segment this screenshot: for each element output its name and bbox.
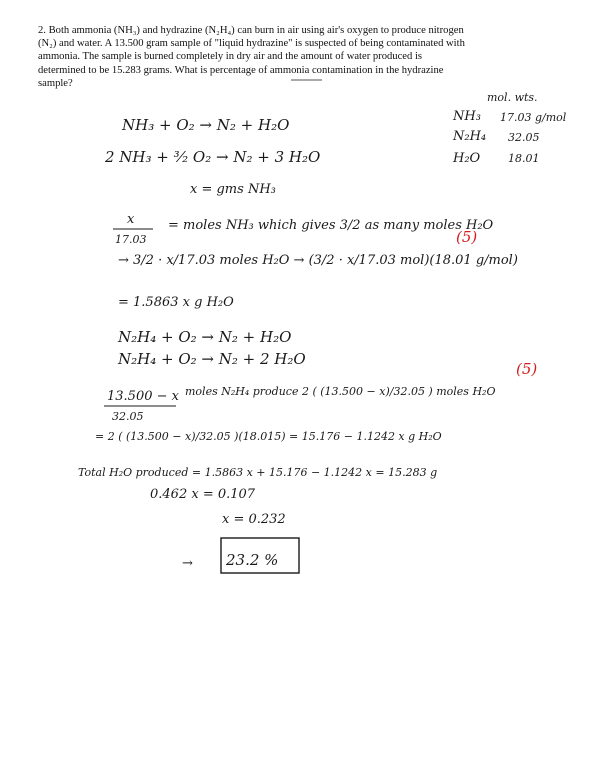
problem-line-2: (N₂) and water. A 13.500 gram sample of "liquid hydrazine" is suspected of being contaminated with [38,38,465,50]
mw-species-nh3: NH₃ [453,109,481,124]
hydrazine-equation-balanced: N₂H₄ + O₂ → N₂ + 2 H₂O [118,350,306,368]
answer-arrow: → [182,556,193,571]
answer-box [221,538,299,573]
solve-step-2: x = 0.232 [222,512,286,527]
mol-wts-header: mol. wts. [487,91,538,104]
ammonia-equation-balanced: 2 NH₃ + ³⁄₂ O₂ → N₂ + 3 H₂O [105,148,321,166]
problem-line-5: sample? [38,77,73,89]
moles-ammonia-statement: = moles NH₃ which gives 3/2 as many moles H₂O [168,218,494,233]
score-mark-1: (5) [456,228,478,246]
mw-value-n2h4: 32.05 [508,131,540,144]
hydrazine-moles-denominator: 32.05 [112,410,144,423]
water-from-hydrazine: = 2 ( (13.500 − x)/32.05 )(18.015) = 15.176 − 1.1242 x g H₂O [95,430,442,443]
water-from-ammonia-result: = 1.5863 x g H₂O [118,295,234,310]
mw-species-h2o: H₂O [453,151,481,166]
hydrazine-moles-statement: moles N₂H₄ produce 2 ( (13.500 − x)/32.05 ) moles H₂O [185,385,496,398]
water-from-ammonia-step: → 3/2 · x/17.03 moles H₂O → (3/2 · x/17.03 mol)(18.01 g/mol) [118,253,518,268]
fraction-x-numerator: x [127,212,135,227]
ammonia-mass-definition: x = gms NH₃ [190,182,276,197]
mw-species-n2h4: N₂H₄ [453,129,487,144]
problem-line-3: ammonia. The sample is burned completely in dry air and the amount of water produced is [38,51,423,63]
mw-value-h2o: 18.01 [508,152,540,165]
problem-line-1: 2. Both ammonia (NH₃) and hydrazine (N₂H₄) can burn in air using air's oxygen to produce nitrogen [38,25,464,36]
solve-step-1: 0.462 x = 0.107 [150,487,256,502]
final-answer: 23.2 % [226,551,279,569]
total-water-equation: Total H₂O produced = 1.5863 x + 15.176 − 1.1242 x = 15.283 g [78,466,438,479]
hydrazine-equation-unbalanced: N₂H₄ + O₂ → N₂ + H₂O [118,328,292,346]
fraction-x-denominator: 17.03 [115,233,147,246]
ammonia-equation-unbalanced: NH₃ + O₂ → N₂ + H₂O [122,116,290,134]
mw-value-nh3: 17.03 g/mol [500,111,567,124]
hydrazine-moles-numerator: 13.500 − x [107,389,179,404]
problem-line-4: determined to be 15.283 grams. What is percentage of ammonia contamination in the hydrazine [38,64,444,76]
score-mark-2: (5) [516,360,538,378]
